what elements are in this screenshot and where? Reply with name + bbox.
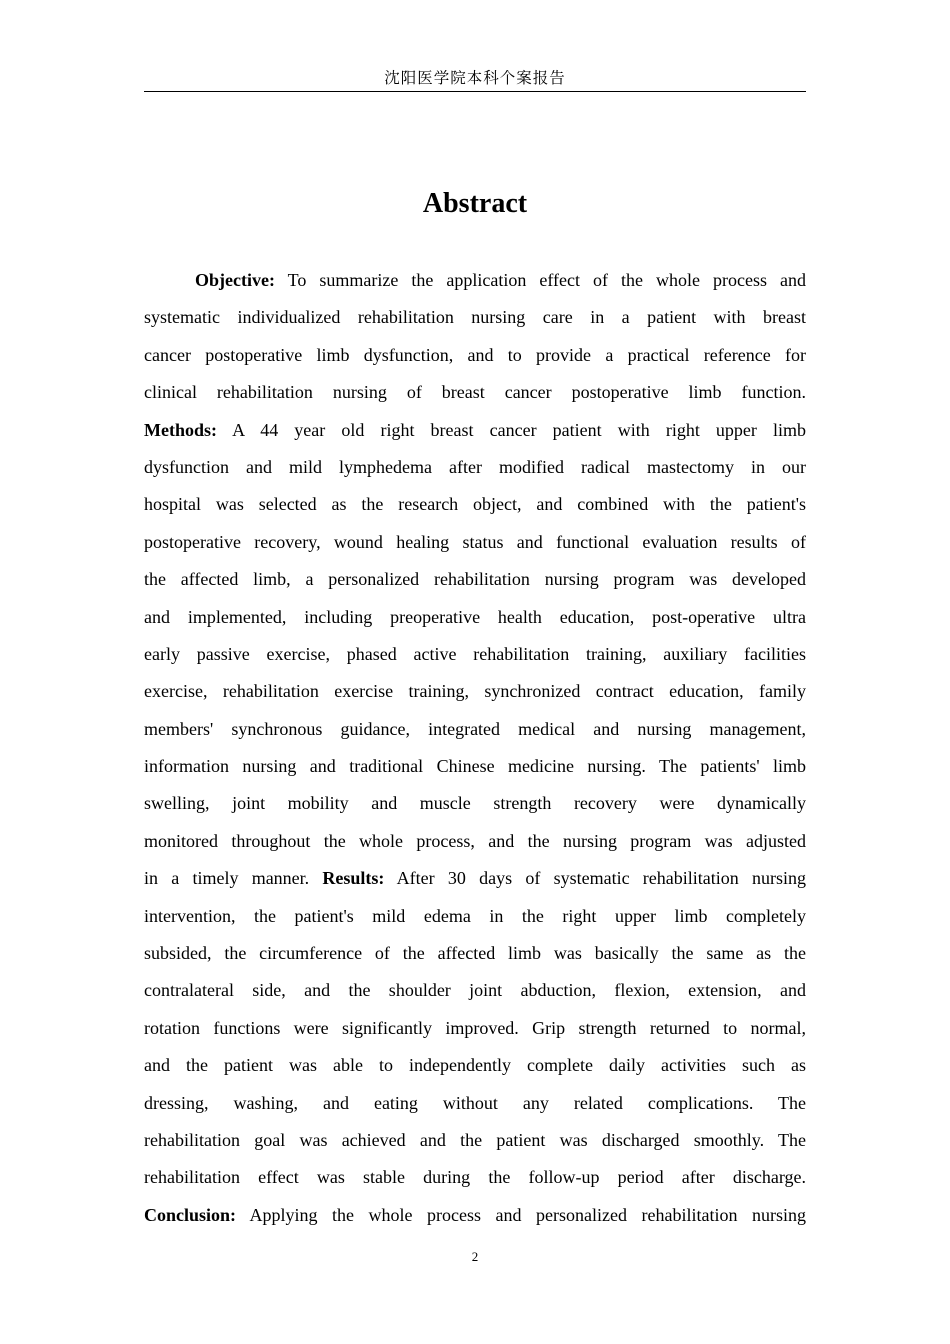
- objective-label: Objective:: [195, 270, 275, 290]
- abstract-line: swelling, joint mobility and muscle strength recovery were dynamically: [144, 793, 806, 814]
- abstract-line: monitored throughout the whole process, and the nursing program was adjusted: [144, 830, 806, 851]
- abstract-text: To summarize the application effect of the whole process and: [274, 270, 806, 290]
- abstract-line: information nursing and traditional Chinese medicine nursing. The patients' limb: [144, 756, 806, 777]
- abstract-line: members' synchronous guidance, integrated medical and nursing management,: [144, 718, 806, 739]
- abstract-text: A 44 year old right breast cancer patient with right upper limb: [217, 419, 806, 440]
- abstract-line: contralateral side, and the shoulder joint abduction, flexion, extension, and: [144, 980, 806, 1001]
- abstract-line: the affected limb, a personalized rehabilitation nursing program was developed: [144, 569, 806, 590]
- abstract-line: subsided, the circumference of the affected limb was basically the same as the: [144, 943, 806, 964]
- abstract-line: rehabilitation effect was stable during the follow-up period after discharge.: [144, 1167, 806, 1188]
- abstract-title: Abstract: [422, 188, 528, 219]
- results-label: Results:: [322, 868, 385, 889]
- abstract-line: and the patient was able to independently complete daily activities such as: [144, 1055, 806, 1076]
- abstract-text: After 30 days of systematic rehabilitation nursing: [384, 868, 806, 889]
- abstract-line: early passive exercise, phased active rehabilitation training, auxiliary facilities: [144, 643, 806, 664]
- abstract-line: rotation functions were significantly improved. Grip strength returned to normal,: [144, 1017, 806, 1038]
- abstract-line: [144, 860, 806, 897]
- abstract-line: and implemented, including preoperative health education, post-operative ultra: [144, 606, 806, 627]
- header-title: 沈阳医学院本科个案报告: [384, 69, 566, 87]
- page-header: [144, 66, 806, 92]
- abstract-line: [144, 1197, 806, 1234]
- conclusion-label: Conclusion:: [144, 1204, 237, 1225]
- abstract-line: [144, 262, 806, 299]
- abstract-line: exercise, rehabilitation exercise training, synchronized contract education, family: [144, 681, 806, 702]
- abstract-line: hospital was selected as the research object, and combined with the patient's: [144, 494, 806, 515]
- abstract-body: [144, 262, 806, 1234]
- abstract-line: dysfunction and mild lymphedema after modified radical mastectomy in our: [144, 456, 806, 477]
- abstract-line: postoperative recovery, wound healing status and functional evaluation results of: [144, 531, 806, 552]
- abstract-line: clinical rehabilitation nursing of breast cancer postoperative limb function.: [144, 382, 806, 403]
- abstract-line: systematic individualized rehabilitation nursing care in a patient with breast: [144, 307, 806, 328]
- abstract-text: in a timely manner.: [144, 868, 310, 889]
- methods-label: Methods:: [144, 419, 217, 440]
- abstract-text: Applying the whole process and personalized rehabilitation nursing: [236, 1204, 806, 1225]
- abstract-line: [144, 412, 806, 449]
- abstract-line: intervention, the patient's mild edema in the right upper limb completely: [144, 905, 806, 926]
- abstract-line: dressing, washing, and eating without any related complications. The: [144, 1092, 806, 1113]
- abstract-line: cancer postoperative limb dysfunction, and to provide a practical reference for: [144, 344, 806, 365]
- page-number: 2: [471, 1249, 479, 1264]
- abstract-line: rehabilitation goal was achieved and the patient was discharged smoothly. The: [144, 1129, 806, 1150]
